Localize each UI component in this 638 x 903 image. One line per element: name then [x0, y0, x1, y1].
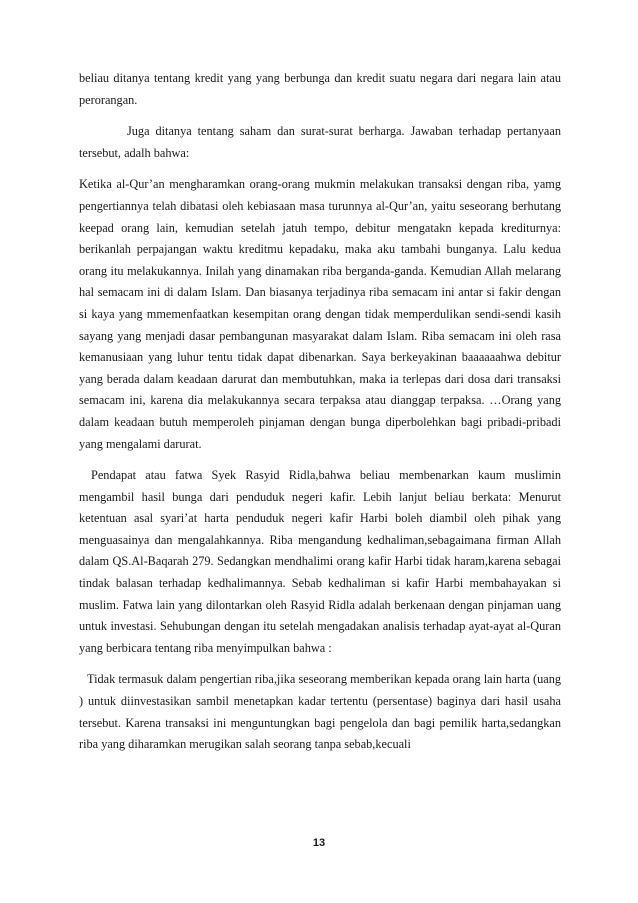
- paragraph-5: Tidak termasuk dalam pengertian riba,jika seseorang memberikan kepada orang lain harta (uang ) untuk diinvestasikan sambil menetapkan kadar tertentu (persentase) baginya dari hasil usaha tersebut. Karena transaksi ini menguntungkan bagi pengelola dan bagi pemilik harta,sedangkan riba yang diharamkan merugikan salah seorang tanpa sebab,kecuali: [79, 672, 561, 752]
- document-body: [79, 68, 561, 756]
- page-number: 13: [312, 837, 326, 849]
- paragraph-4: Pendapat atau fatwa Syek Rasyid Ridla,bahwa beliau membenarkan kaum muslimin mengambil hasil bunga dari penduduk negeri kafir. Lebih lanjut beliau berkata: Menurut ketentuan asal syari’at harta penduduk negeri kafir Harbi boleh diambil oleh pihak yang menguasainya dan mengalahkannya. Riba mengandung kedhaliman,sebagaimana firman Allah dalam QS.Al-Baqarah 279. Sedangkan mendhalimi orang kafir Harbi tidak haram,karena sebagai tindak balasan terhadap kedhalimannya. Sebab kedhaliman si kafir Harbi membahayakan si muslim. Fatwa lain yang dilontarkan oleh Rasyid Ridla adalah berkenaan dengan pinjaman uang untuk investasi. Sehubungan dengan itu setelah mengadakan analisis terhadap ayat-ayat al-Quran yang berbicara tentang riba menyimpulkan bahwa :: [79, 468, 561, 655]
- paragraph-1: beliau ditanya tentang kredit yang yang berbunga dan kredit suatu negara dari negara lain atau perorangan.: [79, 71, 561, 107]
- paragraph-2: Juga ditanya tentang saham dan surat-surat berharga. Jawaban terhadap pertanyaan tersebut, adalh bahwa:: [79, 124, 561, 160]
- paragraph-3: Ketika al-Qur’an mengharamkan orang-orang mukmin melakukan transaksi dengan riba, yamg pengertiannya telah dibatasi oleh kebiasaan masa turunnya al-Qur’an, yaitu seseorang berhutang keepad orang lain, kemudian setelah jatuh tempo, debitur mengatakn kepada krediturnya: berikanlah perpajangan waktu kreditmu kepadaku, maka aku tambahi bunganya. Lalu kedua orang itu melakukannya. Inilah yang dinamakan riba berganda-ganda. Kemudian Allah melarang hal semacam ini di dalam Islam. Dan biasanya terjadinya riba semacam ini antar si fakir dengan si kaya yang mmemenfaatkan kesempitan orang dengan tidak memperdulikan sendi-sendi kasih sayang yang menjadi dasar pembangunan masyarakat dalam Islam. Riba semacam ini oleh rasa kemanusiaan yang luhur tentu tidak dapat dibenarkan. Saya berkeyakinan baaaaaahwa debitur yang berada dalam keadaan darurat dan membutuhkan, maka ia terlepas dari dosa dari transaksi semacam ini, karena dia melakukannya secara terpaksa atau dianggap terpaksa. …Orang yang dalam keadaan butuh memperoleh pinjaman dengan bunga diperbolehkan bagi pribadi-pribadi yang mengalami darurat.: [79, 177, 561, 451]
